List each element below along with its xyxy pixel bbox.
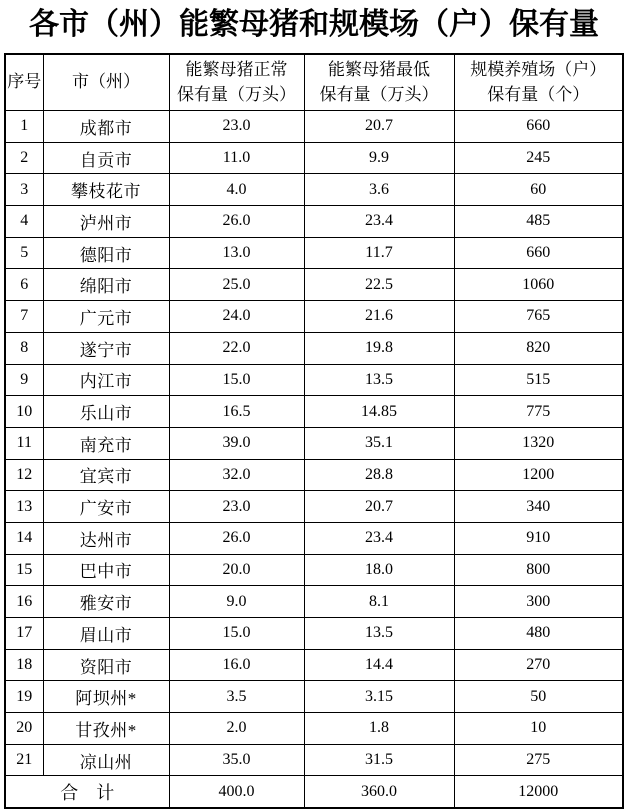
cell-city: 资阳市 [43,649,169,681]
cell-city: 达州市 [43,522,169,554]
cell-normal: 13.0 [169,237,304,269]
cell-farms: 245 [454,142,623,174]
header-min-line2: 保有量（万头） [319,84,439,104]
cell-min: 9.9 [304,142,454,174]
header-normal-holdings [169,54,304,111]
header-row [5,54,623,111]
table-row [5,649,623,681]
cell-index: 4 [5,206,43,238]
cell-farms: 1200 [454,459,623,491]
table-row [5,174,623,206]
table-row [5,554,623,586]
cell-city: 阿坝州* [43,681,169,713]
cell-farms: 50 [454,681,623,713]
cell-index: 8 [5,332,43,364]
table-footer [5,776,623,808]
cell-city: 乐山市 [43,396,169,428]
cell-farms: 300 [454,586,623,618]
cell-farms: 800 [454,554,623,586]
table-row [5,301,623,333]
cell-index: 1 [5,111,43,143]
cell-min: 23.4 [304,522,454,554]
cell-normal: 26.0 [169,522,304,554]
cell-normal: 25.0 [169,269,304,301]
table-row [5,332,623,364]
cell-normal: 32.0 [169,459,304,491]
header-farms-line1: 规模养殖场（户） [470,59,607,79]
cell-index: 15 [5,554,43,586]
cell-city: 自贡市 [43,142,169,174]
cell-min: 28.8 [304,459,454,491]
cell-min: 19.8 [304,332,454,364]
cell-city: 巴中市 [43,554,169,586]
cell-farms: 515 [454,364,623,396]
page-title: 各市（州）能繁母猪和规模场（户）保有量 [29,8,599,41]
cell-normal: 15.0 [169,364,304,396]
cell-min: 22.5 [304,269,454,301]
cell-normal: 16.0 [169,649,304,681]
cell-min: 8.1 [304,586,454,618]
header-farms [454,54,623,111]
cell-index: 12 [5,459,43,491]
cell-index: 16 [5,586,43,618]
cell-farms: 275 [454,744,623,776]
cell-farms: 485 [454,206,623,238]
cell-min: 21.6 [304,301,454,333]
table-row [5,744,623,776]
cell-min: 20.7 [304,491,454,523]
cell-city: 攀枝花市 [43,174,169,206]
cell-normal: 15.0 [169,618,304,650]
table-row [5,111,623,143]
total-min: 360.0 [304,776,454,808]
cell-normal: 39.0 [169,427,304,459]
cell-index: 13 [5,491,43,523]
cell-city: 成都市 [43,111,169,143]
cell-normal: 2.0 [169,713,304,745]
header-index [5,54,43,111]
cell-index: 21 [5,744,43,776]
cell-index: 14 [5,522,43,554]
cell-normal: 22.0 [169,332,304,364]
cell-farms: 480 [454,618,623,650]
cell-farms: 1060 [454,269,623,301]
cell-city: 德阳市 [43,237,169,269]
cell-farms: 820 [454,332,623,364]
cell-min: 13.5 [304,618,454,650]
cell-city: 雅安市 [43,586,169,618]
table-row [5,427,623,459]
table-row [5,237,623,269]
cell-index: 2 [5,142,43,174]
table-row [5,142,623,174]
header-farms-line2: 保有量（个） [487,84,590,104]
table-row [5,269,623,301]
table-row [5,206,623,238]
header-city-label: 市（州） [72,72,140,92]
cell-city: 内江市 [43,364,169,396]
cell-farms: 775 [454,396,623,428]
holdings-table [4,53,624,809]
cell-index: 3 [5,174,43,206]
cell-normal: 26.0 [169,206,304,238]
cell-min: 1.8 [304,713,454,745]
cell-index: 9 [5,364,43,396]
cell-min: 3.6 [304,174,454,206]
table-row [5,586,623,618]
header-index-label: 序号 [7,72,42,92]
cell-min: 35.1 [304,427,454,459]
header-min-line1: 能繁母猪最低 [328,59,430,79]
cell-city: 宜宾市 [43,459,169,491]
cell-normal: 24.0 [169,301,304,333]
header-normal-line2: 保有量（万头） [177,84,296,104]
cell-min: 20.7 [304,111,454,143]
cell-city: 凉山州 [43,744,169,776]
cell-min: 23.4 [304,206,454,238]
cell-city: 泸州市 [43,206,169,238]
header-normal-line1: 能繁母猪正常 [185,59,288,79]
cell-min: 11.7 [304,237,454,269]
table-body [5,111,623,776]
cell-index: 17 [5,618,43,650]
cell-normal: 4.0 [169,174,304,206]
cell-index: 18 [5,649,43,681]
total-farms: 12000 [454,776,623,808]
cell-min: 18.0 [304,554,454,586]
cell-index: 11 [5,427,43,459]
cell-min: 31.5 [304,744,454,776]
cell-normal: 11.0 [169,142,304,174]
table-row [5,459,623,491]
cell-normal: 20.0 [169,554,304,586]
cell-normal: 23.0 [169,111,304,143]
cell-farms: 660 [454,237,623,269]
cell-city: 广元市 [43,301,169,333]
cell-farms: 1320 [454,427,623,459]
cell-index: 10 [5,396,43,428]
table-row [5,713,623,745]
cell-min: 14.85 [304,396,454,428]
header-min-holdings [304,54,454,111]
cell-farms: 10 [454,713,623,745]
table-row [5,491,623,523]
cell-city: 甘孜州* [43,713,169,745]
cell-farms: 910 [454,522,623,554]
table-row [5,364,623,396]
cell-city: 遂宁市 [43,332,169,364]
table-row [5,681,623,713]
cell-farms: 340 [454,491,623,523]
cell-city: 绵阳市 [43,269,169,301]
cell-farms: 660 [454,111,623,143]
cell-index: 5 [5,237,43,269]
cell-normal: 35.0 [169,744,304,776]
cell-farms: 270 [454,649,623,681]
cell-city: 广安市 [43,491,169,523]
total-label: 合 计 [5,776,169,808]
cell-index: 7 [5,301,43,333]
cell-city: 南充市 [43,427,169,459]
cell-farms: 765 [454,301,623,333]
cell-normal: 3.5 [169,681,304,713]
cell-city: 眉山市 [43,618,169,650]
total-row [5,776,623,808]
cell-min: 14.4 [304,649,454,681]
cell-normal: 9.0 [169,586,304,618]
table-row [5,396,623,428]
cell-index: 20 [5,713,43,745]
table-header [5,54,623,111]
header-city [43,54,169,111]
cell-index: 19 [5,681,43,713]
cell-min: 13.5 [304,364,454,396]
cell-normal: 23.0 [169,491,304,523]
cell-min: 3.15 [304,681,454,713]
total-normal: 400.0 [169,776,304,808]
cell-normal: 16.5 [169,396,304,428]
cell-index: 6 [5,269,43,301]
table-row [5,618,623,650]
cell-farms: 60 [454,174,623,206]
table-row [5,522,623,554]
